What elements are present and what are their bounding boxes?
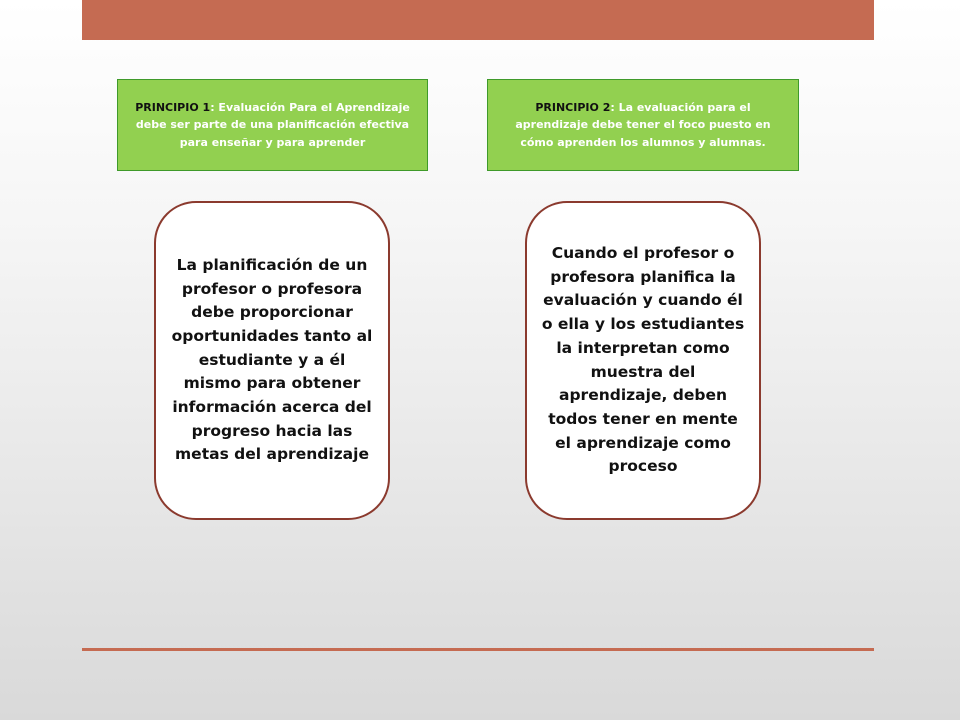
principle-1-text [130,99,415,150]
principle-2-number: 2 [602,101,611,115]
principle-2-label: PRINCIPIO [535,101,603,115]
principle-1-separator: : [210,101,215,115]
principle-2-separator: : [610,101,615,115]
principle-1-body: Evaluación Para el Aprendizaje debe ser parte de una planificación efectiva para enseñar y para aprender [135,101,410,149]
description-1-box [154,201,390,520]
top-accent-bar [82,0,874,40]
bottom-rule [82,648,874,651]
principle-1-label: PRINCIPIO [135,101,203,115]
principle-2-box [487,79,799,171]
description-2-box [525,201,761,520]
principle-2-text [500,99,786,150]
principle-2-body: La evaluación para el aprendizaje debe tener el foco puesto en cómo aprenden los alumnos y alumnas. [515,101,771,149]
description-1-text: La planificación de un profesor o profesora debe proporcionar oportunidades tanto al estudiante y a él mismo para obtener información acerca del progreso hacia las metas del aprendizaje [171,255,373,464]
description-2-text: Cuando el profesor o profesora planifica la evaluación y cuando él o ella y los estudiantes la interpretan como muestra del aprendizaje, deben todos tener en mente el aprendizaje como proceso [541,243,745,476]
principle-1-number: 1 [202,101,211,115]
principle-1-box [117,79,428,171]
